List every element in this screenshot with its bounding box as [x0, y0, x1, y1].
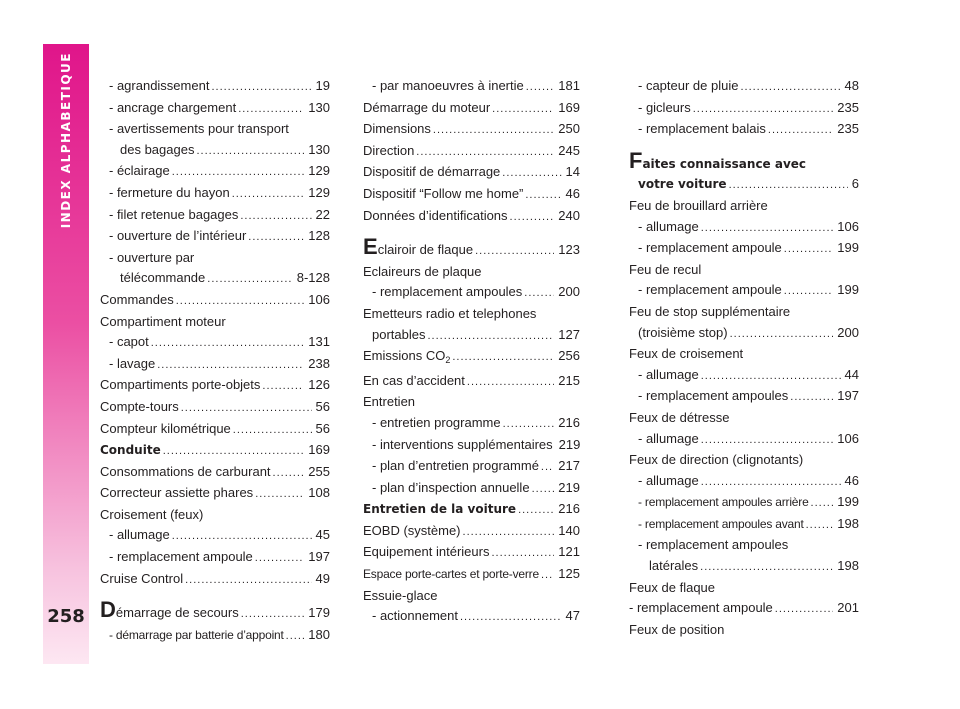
index-entry: - allumage ..... 106 [629, 217, 859, 239]
index-entry: - remplacement ampoules avant ..... 198 [629, 514, 859, 536]
index-column-1 [100, 76, 330, 646]
index-entry: Feu de stop supplémentaire [629, 303, 791, 319]
index-entry: EOBD (système) ..... 140 [363, 521, 580, 543]
index-entry: - actionnement ..... 47 [363, 606, 580, 628]
index-entry: Feux de flaque [629, 579, 716, 595]
index-entry: Eclaireurs de plaque [363, 263, 482, 279]
index-entry: - remplacement ampoules arrière ..... 199 [629, 492, 859, 514]
index-entry: - remplacement ampoules ..... 200 [363, 282, 580, 304]
index-entry: Dispositif “Follow me home” ..... 46 [363, 184, 580, 206]
index-entry: Feux de croisement [629, 346, 744, 362]
index-entry: - remplacement ampoule ..... 199 [629, 280, 859, 302]
section-start-d: Démarrage de secours ..... 179 [100, 602, 330, 625]
index-entry-bold: Entretien de la voiture ..... 216 [363, 499, 580, 521]
index-entry: Croisement (feux) [100, 506, 204, 522]
index-entry: - interventions supplémentaires 219 [372, 436, 581, 452]
index-entry: portables ..... 127 [363, 325, 580, 347]
index-entry: - remplacement ampoule ..... 199 [629, 238, 859, 260]
index-entry: Commandes ..... 106 [100, 290, 330, 312]
page-number: 258 [47, 606, 85, 627]
index-entry: Compte-tours ..... 56 [100, 397, 330, 419]
index-entry: - remplacement ampoules ..... 197 [629, 386, 859, 408]
index-entry: Equipement intérieurs ..... 121 [363, 542, 580, 564]
index-entry: Feux de direction (clignotants) [629, 452, 804, 468]
index-entry: Feux de position [629, 621, 725, 637]
section-start-f: Faites connaissance avec [629, 147, 807, 173]
index-entry: - avertissements pour transport [109, 121, 289, 137]
index-entry: Compartiment moteur [100, 313, 226, 329]
index-entry: - allumage ..... 44 [629, 365, 859, 387]
index-entry: Correcteur assiette phares ..... 108 [100, 483, 330, 505]
index-entry: Feux de détresse [629, 409, 730, 425]
index-entry: - ouverture de l’intérieur ..... 128 [100, 226, 330, 248]
index-entry: - ancrage chargement ..... 130 [100, 98, 330, 120]
index-entry: latérales ..... 198 [629, 556, 859, 578]
index-entry: Entretien [363, 394, 416, 410]
index-entry: - agrandissement ..... 19 [100, 76, 330, 98]
index-entry: télécommande ..... 8-128 [100, 268, 330, 290]
index-entry: Feu de brouillard arrière [629, 197, 768, 213]
index-entry: Compteur kilométrique ..... 56 [100, 419, 330, 441]
index-entry: Emetteurs radio et telephones [363, 305, 537, 321]
index-entry: Données d’identifications ..... 240 [363, 206, 580, 228]
index-entry: - remplacement ampoule ..... 197 [100, 547, 330, 569]
index-column-3 [629, 76, 859, 640]
index-entry: - allumage ..... 46 [629, 471, 859, 493]
index-entry: Dispositif de démarrage ..... 14 [363, 162, 580, 184]
index-entry: Cruise Control ..... 49 [100, 569, 330, 591]
index-entry: Emissions $CO_2$ ..... 256 [363, 346, 580, 371]
index-entry: - plan d’inspection annuelle ..... 219 [363, 478, 580, 500]
index-entry-bold: Conduite ..... 169 [100, 440, 330, 462]
section-initial: D [100, 597, 116, 623]
index-entry: - fermeture du hayon ..... 129 [100, 183, 330, 205]
index-entry: - allumage ..... 106 [629, 429, 859, 451]
sidebar-title: INDEX ALPHABETIQUE [59, 52, 73, 229]
index-entry: - gicleurs ..... 235 [629, 98, 859, 120]
index-entry: - démarrage par batterie d’appoint ..... 180 [100, 625, 330, 647]
section-initial: F [629, 147, 643, 173]
index-entry: - lavage ..... 238 [100, 354, 330, 376]
index-entry: Compartiments porte-objets ..... 126 [100, 375, 330, 397]
index-column-2 [363, 76, 580, 628]
index-entry: Consommations de carburant ..... 255 [100, 462, 330, 484]
index-entry: - éclairage ..... 129 [100, 161, 330, 183]
index-entry: des bagages ..... 130 [100, 140, 330, 162]
index-entry: - plan d’entretien programmé ..... 217 [363, 456, 580, 478]
index-entry: - capteur de pluie ..... 48 [629, 76, 859, 98]
index-entry: Dimensions ..... 250 [363, 119, 580, 141]
index-entry: - filet retenue bagages ..... 22 [100, 205, 330, 227]
index-entry: - par manoeuvres à inertie ..... 181 [363, 76, 580, 98]
index-entry: - capot ..... 131 [100, 332, 330, 354]
section-initial: E [363, 234, 378, 260]
index-entry: - allumage ..... 45 [100, 525, 330, 547]
index-entry: - remplacement ampoule ..... 201 [629, 598, 859, 620]
index-entry: Feu de recul [629, 261, 702, 277]
index-entry: - remplacement balais ..... 235 [629, 119, 859, 141]
index-entry: - ouverture par [109, 249, 195, 265]
index-entry: (troisième stop) ..... 200 [629, 323, 859, 345]
index-entry: Démarrage du moteur ..... 169 [363, 98, 580, 120]
index-entry: Essuie-glace [363, 587, 438, 603]
index-entry: Espace porte-cartes et porte-verre ..... 125 [363, 564, 580, 586]
index-entry-bold: votre voiture ..... 6 [629, 174, 859, 196]
section-start-e: Eclairoir de flaque ..... 123 [363, 239, 580, 262]
index-entry: - entretien programme ..... 216 [363, 413, 580, 435]
index-entry: - remplacement ampoules [638, 537, 789, 553]
index-entry: Direction ..... 245 [363, 141, 580, 163]
index-entry: En cas d’accident ..... 215 [363, 371, 580, 393]
